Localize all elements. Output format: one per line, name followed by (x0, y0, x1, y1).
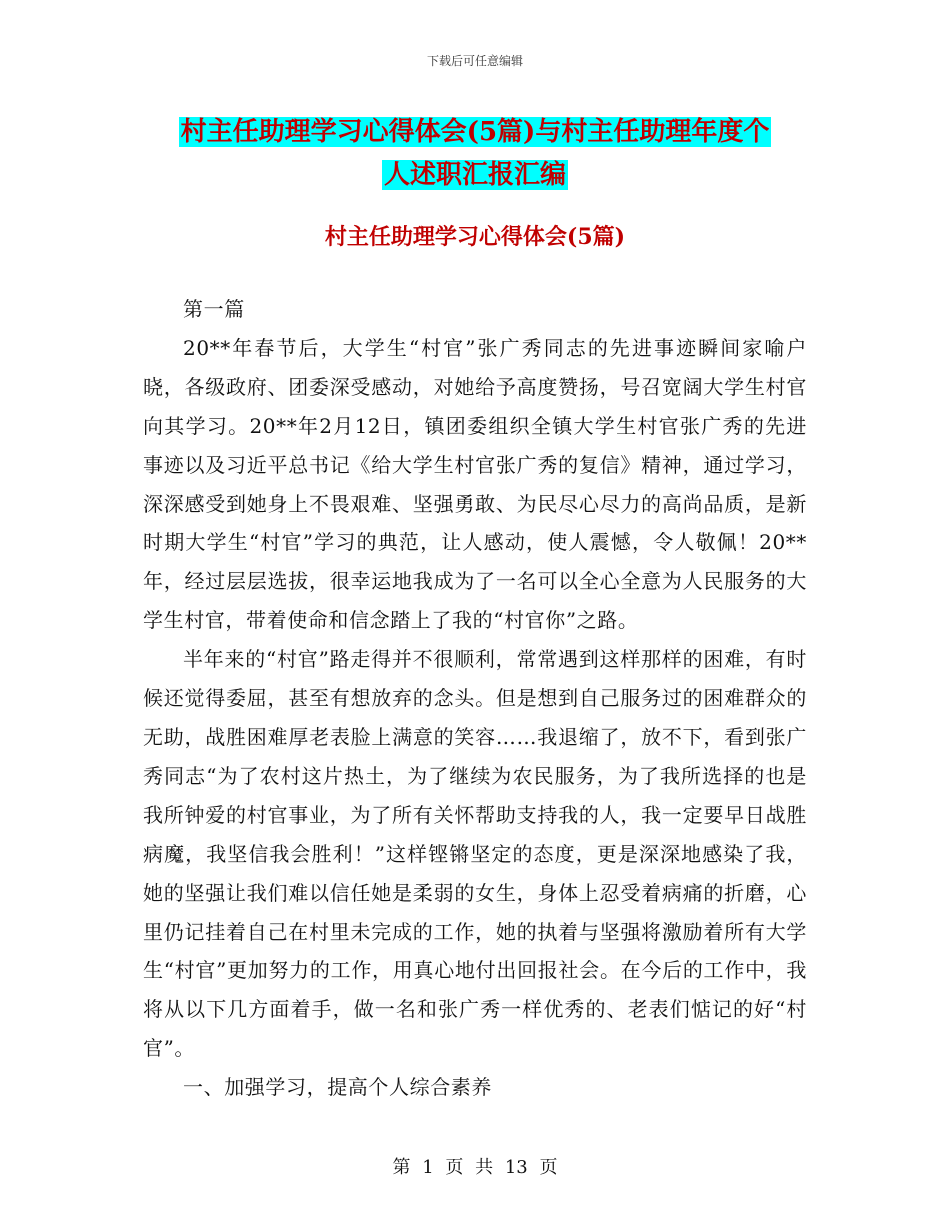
title-line-2-text: 人述职汇报汇编 (383, 160, 566, 190)
paragraph-1: 20**年春节后，大学生“村官”张广秀同志的先进事迹瞬间家喻户晓，各级政府、团委深受感动，对她给予高度赞扬，号召宽阔大学生村官向其学习。20**年2月12日，镇团委组织全镇大学生村官张广秀的先进事迹以及习近平总书记《给大学生村官张广秀的复信》精神，通过学习，深深感受到她身上不畏艰难、坚强勇敢、为民尽心尽力的高尚品质，是新时期大学生“村官”学习的典范，让人感动，使人震憾，令人敬佩！20**年，经过层层选拔，很幸运地我成为了一名可以全心全意为人民服务的大学生村官，带着使命和信念踏上了我的“村官你”之路。 (143, 335, 807, 633)
document-title-line-1 (0, 112, 950, 152)
paragraph-heading: 一、加强学习，提高个人综合素养 (183, 1075, 492, 1100)
paragraph-2: 半年来的“村官”路走得并不很顺利，常常遇到这样那样的困难，有时候还觉得委屈，甚至有想放弃的念头。但是想到自己服务过的困难群众的无助，战胜困难厚老表脸上满意的笑容……我退缩了，放不下，看到张广秀同志“为了农村这片热土，为了继续为农民服务，为了我所选择的也是我所钟爱的村官事业，为了所有关怀帮助支持我的人，我一定要早日战胜病魔，我坚信我会胜利！”这样铿锵坚定的态度，更是深深地感染了我，她的坚强让我们难以信任她是柔弱的女生，身体上忍受着病痛的折磨，心里仍记挂着自己在村里未完成的工作，她的执着与坚强将激励着所有大学生“村官”更加努力的工作，用真心地付出回报社会。在今后的工作中，我将从以下几方面着手，做一名和张广秀一样优秀的、老表们惦记的好“村官”。 (143, 647, 807, 1061)
paragraph-chapter-label: 第一篇 (183, 297, 245, 321)
page-header: 下载后可任意编辑 (426, 54, 523, 68)
page-footer: 第 1 页 共 13 页 (392, 1157, 558, 1178)
section-title: 村主任助理学习心得体会(5篇) (324, 224, 626, 250)
document-body (143, 290, 807, 1107)
title-line-1-text: 村主任助理学习心得体会(5篇)与村主任助理年度个 (180, 117, 770, 147)
document-title-line-2 (0, 155, 950, 195)
